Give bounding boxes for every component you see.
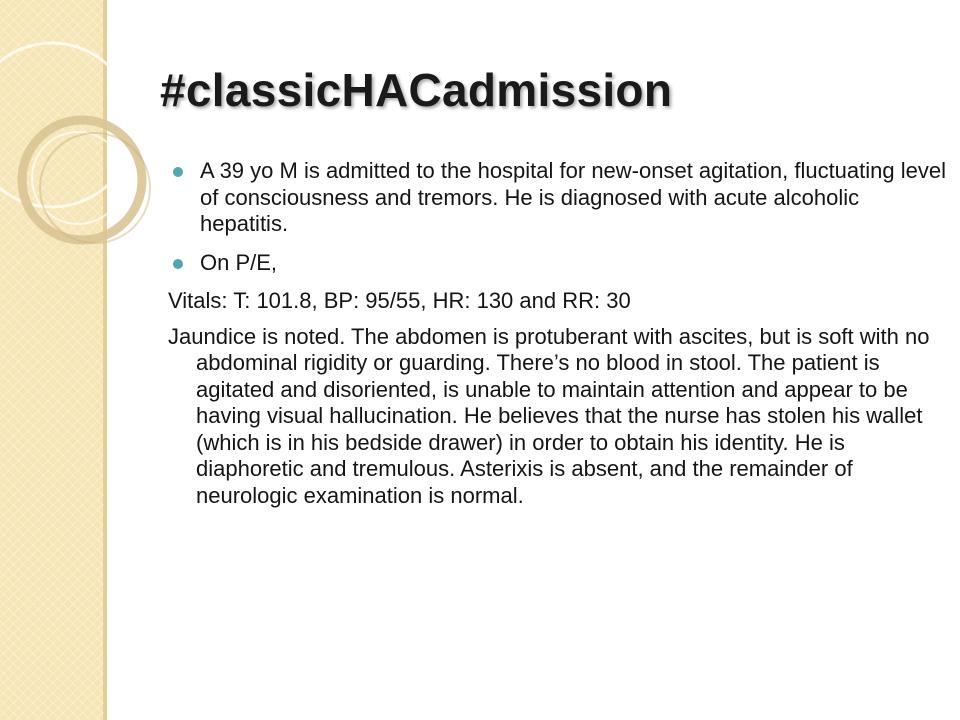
slide-title: #classicHACadmission bbox=[160, 64, 673, 116]
decorative-circles-graphic bbox=[0, 0, 160, 300]
bullet-dot-icon bbox=[173, 167, 183, 177]
vitals-text: Vitals: T: 101.8, BP: 95/55, HR: 130 and RR: 30 bbox=[168, 288, 631, 313]
bullet-dot-icon bbox=[173, 259, 183, 269]
slide-body bbox=[170, 158, 950, 518]
bullet-text: On P/E, bbox=[200, 249, 278, 275]
exam-text: Jaundice is noted. The abdomen is protuberant with ascites, but is soft with no abdominal rigidity or guarding. There’s no blood in stool. The patient is agitated and disoriented, is unable to maintain attention and appear to be having visual hallucination. He believes that the nurse has stolen his wallet (which is in his bedside drawer) in order to obtain his identity. He is diaphoretic and tremulous. Asterixis is absent, and the remainder of neurologic examination is normal. bbox=[168, 323, 930, 508]
bullet-text: A 39 yo M is admitted to the hospital for new-onset agitation, fluctuating level of consciousness and tremors. He is diagnosed with acute alcoholic hepatitis. bbox=[200, 158, 946, 236]
bullet-item bbox=[170, 158, 950, 238]
bullet-item bbox=[170, 250, 950, 277]
